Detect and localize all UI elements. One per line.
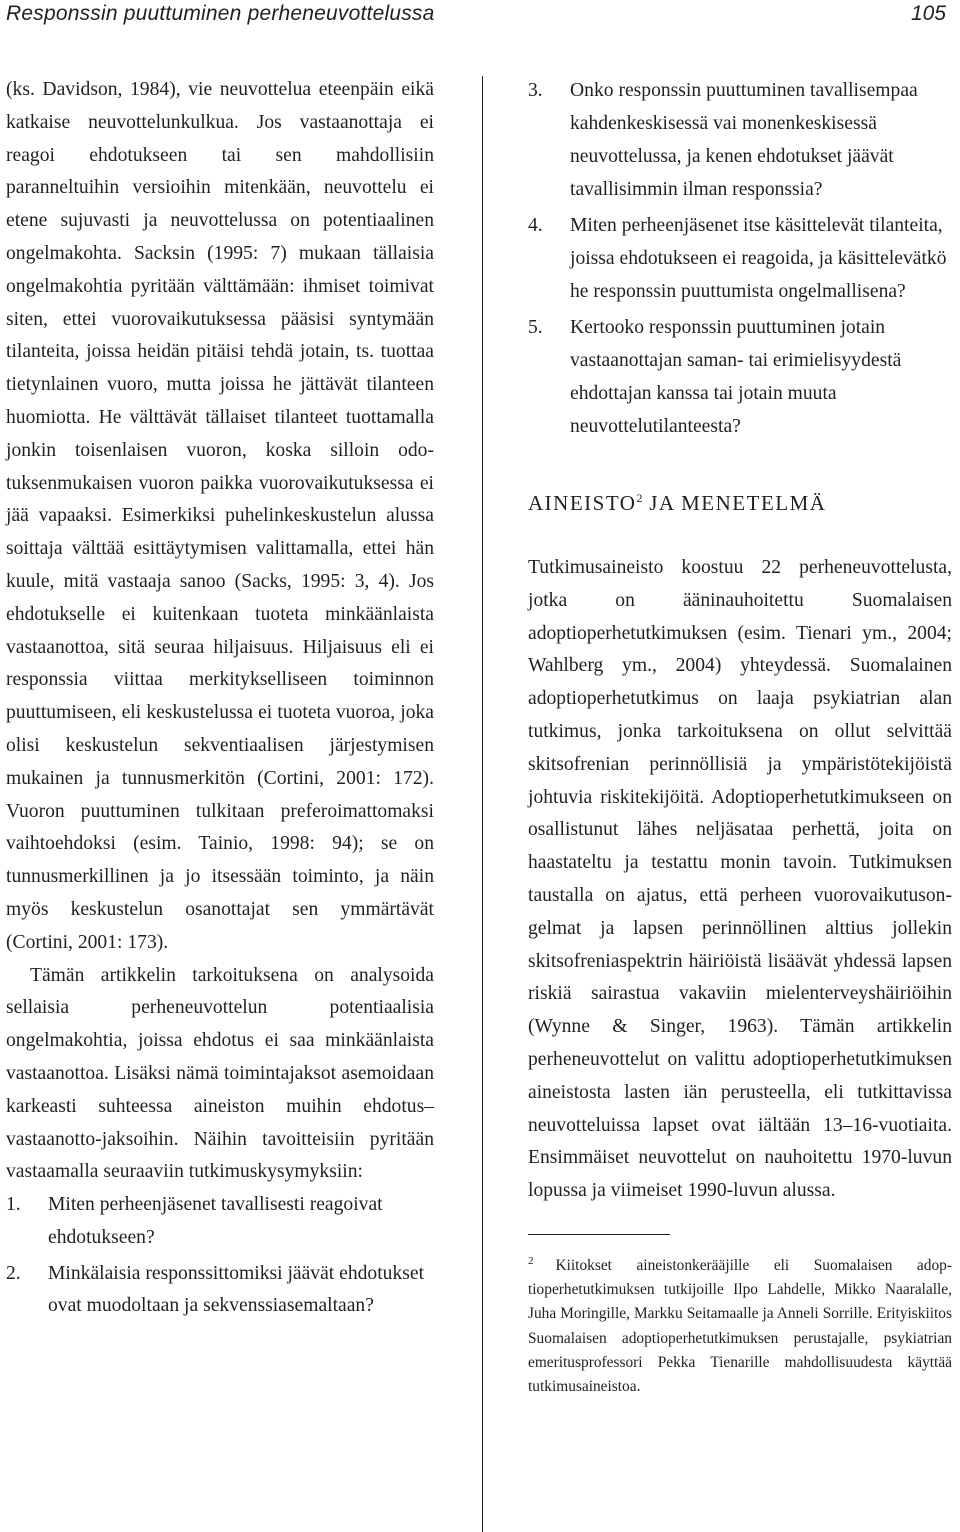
research-questions-list-continued: [528, 74, 952, 443]
list-number: 4.: [528, 215, 543, 236]
list-number: 1.: [6, 1194, 21, 1216]
list-number: 3.: [528, 80, 543, 101]
footnote-reference: 2: [636, 491, 643, 505]
section-heading: [528, 483, 952, 518]
section-heading-rest: JA MENETELMÄ: [642, 491, 827, 515]
footnote-mark: 2: [528, 1254, 534, 1267]
footnote-separator: [528, 1234, 670, 1235]
list-item-text: Miten perheenjäsenet itse käsittelevät tilanteita, joissa ehdotukseen ei reagoida, ja käsittelevätkö he responssin puuttumista ongelmallisena?: [570, 215, 947, 302]
running-header: [0, 0, 960, 34]
left-column: [6, 74, 434, 1326]
footnote: [528, 1249, 952, 1399]
list-number: 5.: [528, 317, 543, 338]
list-item-text: Minkälaisia responssittomiksi jäävät ehdotukset ovat muodoltaan ja sekvenssiasemaltaan?: [48, 1262, 425, 1317]
body-paragraph: Tämän artikkelin tarkoituksena on analysoida sellaisia perheneuvottelun potentiaalisia ongelmakohtia, joissa ehdotus ei saa minkäänlaista vastaanottoa. Lisäksi nämä toimintajaksot asemoidaan karkeasti suhteessa aineiston muihin ehdotus–vastaanotto-jaksoihin. Näihin tavoitteisiin pyritään vastaamalla seuraaviin tutkimuskysymyksiin:: [6, 964, 434, 1183]
body-paragraph: Tutkimusaineisto koostuu 22 perheneuvottelusta, jotka on ääninauhoitettu Suomalaisen adoptioperhetutkimuksen (esim. Tienari ym., 2004; Wahlberg ym., 2004) yhteydessä. Suomalainen adoptioperhetutkimus on laaja psykiatrian alan tutkimus, jonka tarkoituksena on ollut selvittää skitsofrenian perinnöllisiä ja ympäristötekijöistä johtuvia riskitekijöitä. Adoptioperhetutkimukseen on osallistunut lähes neljäsataa perhettä, joita on haastateltu ja testattu monin tavoin. Tutkimuksen taustalla on ajatus, että perheen vuorovaikutusongelmat ja lapsen perinnöllinen alttius jollekin skitsofreniaspektrin häiriöistä lisäävät yhdessä lapsen riskiä sairastua vakaviin mielenterveyshäiriöihin (Wynne & Singer, 1963). Tämän artikkelin perheneuvottelut on valittu adoptioperhetutkimuksen aineistosta lasten iän perusteella, eli tutkittavissa neuvotteluissa lapset ovat iältään 13–16-vuotiaita. Ensimmäiset neuvottelut on nauhoitettu 1970-luvun lopussa ja viimeiset 1990-luvun alussa.: [528, 557, 952, 1202]
list-item-text: Onko responssin puuttuminen tavallisempaa kahdenkeskisessä vai monenkeskisessä neuvottelussa, ja kenen ehdotukset jäävät tavallisimmin ilman responssia?: [570, 80, 918, 200]
page-number: 105: [910, 2, 946, 25]
list-item-text: Miten perheenjäsenet tavallisesti reagoivat ehdotukseen?: [48, 1194, 383, 1248]
list-item: [6, 1189, 434, 1255]
column-divider: [482, 76, 483, 1532]
research-questions-list: [6, 1189, 434, 1323]
list-item-text: Kertooko responssin puuttuminen jotain vastaanottajan saman- tai erimielisyydestä ehdottajan kanssa tai jotain muuta neuvottelutilanteesta?: [570, 317, 902, 437]
list-item: [6, 1258, 434, 1324]
list-number: 2.: [6, 1262, 21, 1284]
body-paragraph: (ks. Davidson, 1984), vie neuvottelua eteenpäin eikä katkaise neuvottelunkulkua. Jos vastaanottaja ei reagoi ehdotukseen tai sen mahdollisiin paranneltuihin versioihin mitenkään, neuvottelu ei etene sujuvasti ja neuvottelussa on potentiaalinen ongelmakohta. Sacksin (1995: 7) mukaan tällaisia ongelmakohtia pyritään välttämään: ihmiset toimivat siten, ettei vuorovaikutuksessa pääsisi syntymään tilanteita, joissa heidän pitäisi tehdä jotain, ts. tuottaa tietynlainen vuoro, mutta joissa he jättävät tilanteen huomiotta. He välttävät tällaiset tilanteet tuottamalla jonkin toisenlaisen vuoron, koska silloin odotuksenmukaisen vuoron paikka vuorovaikutuksessa ei jää vapaaksi. Esimerkiksi puhelinkeskustelun alussa soittaja välttää esittäytymisen valittamalla, ettei hän kuule, mitä vastaaja sanoo (Sacks, 1995: 3, 4). Jos ehdotukselle ei kuitenkaan tuoteta minkäänlaista vastaanottoa, sitä seuraa hiljaisuus. Hiljaisuus eli ei responssia viittaa merkitykselliseen toiminnon puuttumiseen, eli keskustelussa ei tuoteta vuoroa, joka olisi keskustelun sekventiaalisen järjestymisen mukainen ja tunnusmerkitön (Cortini, 2001: 172). Vuoron puuttuminen tulkitaan preferoimattomaksi vaihtoehdoksi (esim. Tainio, 1998: 94); se on tunnusmerkillinen ja jo itsessään toiminto, ja näin myös keskustelun osanottajat sen ymmärtävät (Cortini, 2001: 173).: [6, 79, 434, 953]
list-item: [528, 311, 952, 443]
right-column: [528, 74, 952, 1399]
section-heading-main: AINEISTO: [528, 491, 637, 515]
list-item: [528, 209, 952, 308]
running-title: Responssin puuttuminen perheneuvottelussa: [6, 2, 435, 25]
list-item: [528, 74, 952, 206]
footnote-text: Kiitokset aineistonkerääjille eli Suomalaisen adoptioperhetutkimuksen tutkijoille Ilpo Lahdelle, Mikko Naaralalle, Juha Moringille, Markku Seitamaalle ja Anneli Sorrille. Erityiskiitos Suomalaisen adoptioperhetutkimuksen perustajalle, psykiatrian emeritusprofessori Pekka Tienarille mahdollisuudesta käyttää tutkimusaineistoa.: [528, 1257, 952, 1396]
